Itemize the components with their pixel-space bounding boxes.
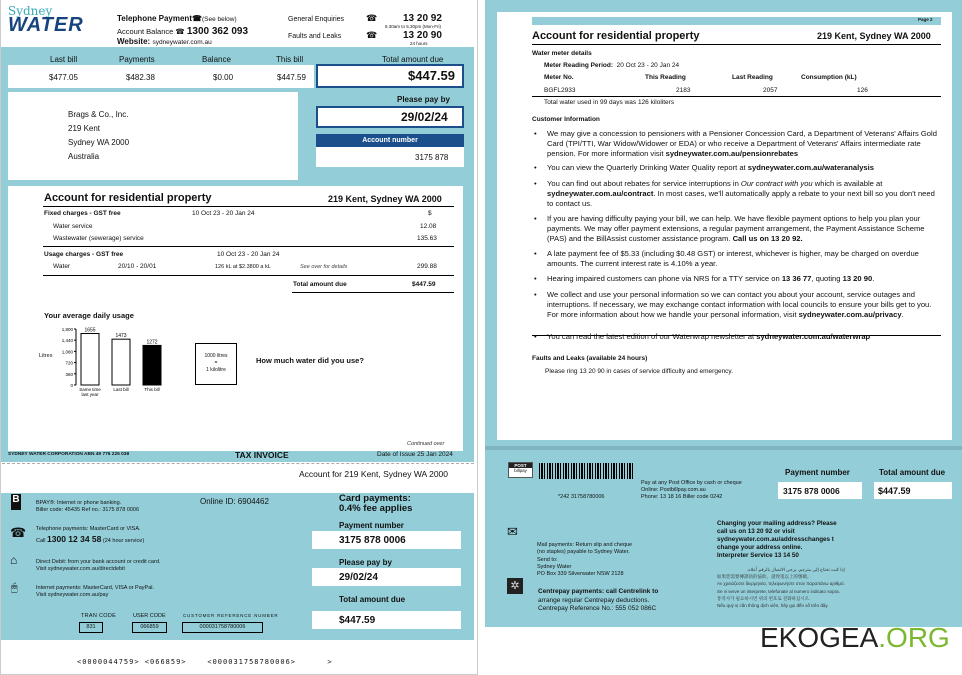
info-bullet: • Hearing impaired customers can phone via NRS for a TTY service on 13 36 77, quoting 13 20 90.	[547, 274, 939, 284]
address-line: Brags & Co., Inc.	[68, 110, 129, 119]
barcode-number: *242 31758780006	[558, 494, 605, 500]
logo-sydney: Sydney	[8, 4, 53, 18]
conversion-line: =	[214, 360, 218, 366]
charge-name: Wastewater (sewerage) service	[53, 235, 144, 242]
usage-amount: 299.88	[417, 263, 437, 270]
envelope-icon: ✉	[507, 524, 518, 539]
general-enquiries-label: General Enquiries	[288, 16, 345, 23]
tel-line1: Telephone payments: MasterCard or VISA.	[36, 526, 141, 532]
category-label: Same time	[79, 387, 101, 392]
last-bill-value: $477.05	[49, 73, 78, 82]
slip-pay-by: 29/02/24	[339, 572, 378, 583]
tax-invoice: TAX INVOICE	[235, 450, 289, 460]
col-total-due: Total amount due	[382, 55, 444, 64]
customer-info-heading: Customer Information	[532, 116, 600, 123]
page2-property: 219 Kent, Sydney WA 2000	[817, 31, 931, 41]
post-payment-number-label: Payment number	[785, 468, 850, 477]
link[interactable]: sydneywater.com.au/waterwrap	[756, 332, 871, 341]
bpay-icon: B	[11, 494, 21, 510]
phone-icon: ☎	[366, 30, 378, 40]
balance-value: $0.00	[213, 73, 234, 82]
payments-value: $482.38	[126, 73, 155, 82]
telephone-icon: ☎	[10, 525, 27, 540]
currency: $	[428, 210, 432, 217]
post-total: $447.59	[878, 486, 911, 496]
charge-amount: 135.63	[417, 235, 437, 242]
tran-code-label: TRAN CODE	[81, 613, 117, 619]
conversion-line: 1000 litres	[204, 353, 228, 359]
col-this-bill: This bill	[276, 55, 304, 64]
telephone-payment-label: Telephone Payment☎(See below)	[117, 14, 237, 23]
tel-line2: Call 1300 12 34 58 (24 hour service)	[36, 534, 145, 544]
tear-line	[2, 463, 474, 464]
usage-rate: 126 kL at $2.3800 a kL	[215, 264, 271, 270]
centrepay-info: Centrepay payments: call Centrelink to arrange regular Centrepay deductions. Centrepay Reference No.: 555 052 086C	[538, 588, 659, 612]
faults-hours: 24 hours	[410, 41, 428, 46]
mouse-icon: 🖱	[11, 582, 18, 594]
post-billpay-logo: POST billpay	[508, 462, 533, 478]
charge-amount: 12.08	[420, 223, 437, 230]
address-line: 219 Kent	[68, 124, 101, 133]
reference-number: 000031758780006	[182, 622, 263, 633]
col-last-bill: Last bill	[50, 55, 78, 64]
fixed-period: 10 Oct 23 - 20 Jan 24	[192, 210, 255, 217]
category-label: last year	[81, 392, 99, 397]
continued-over: Continued over	[407, 441, 445, 447]
abn: SYDNEY WATER CORPORATION ABN 49 776 225 038	[8, 452, 130, 457]
link[interactable]: sydneywater.com.au/contract	[547, 189, 654, 198]
phone-icon: ☎	[191, 14, 202, 23]
usage-note: See over for details	[300, 264, 348, 270]
payment-number-label: Payment number	[339, 521, 404, 530]
info-bullet: • We may give a concession to pensioners with a Pensioner Concession Card, a Department of Veterans' Affairs Gold Card (TPI/TTI, War Widow/Widower or EDA) or who receive a Department of Veterans' Affairs intermediate rate pension. For more information visit sydneywater.com.au/pensionrebates	[547, 129, 939, 159]
charge-name: Water service	[53, 223, 93, 230]
y-tick-label: 360	[65, 371, 73, 377]
info-bullet: • If you are having difficulty paying your bill, we can help. We have flexible payment options to help you plan your payments. We may offer payment extensions, a regular payment arrangement, the Payment Assistance Scheme (PAS) and the BillAssist customer assistance program. Call us on 13 20 92.	[547, 214, 939, 244]
address-line: Australia	[68, 152, 100, 161]
meter-cell: BGFL2933	[544, 87, 576, 94]
faults-text: Please ring 13 20 90 in cases of service difficulty and emergency.	[545, 368, 734, 375]
post-pay-info: Pay at any Post Office by cash or cheque Online: Postbillpay.com.au Phone: 13 18 16 Biller code 0242	[641, 480, 742, 500]
meter-col: Meter No.	[544, 74, 574, 81]
conversion-line: 1 kilolitre	[206, 367, 226, 373]
faults-leaks-label: Faults and Leaks	[288, 33, 342, 40]
general-hours: 8.30am to 5.30pm (Mon-Fri)	[385, 24, 442, 29]
usage-chart	[40, 320, 170, 405]
general-phone: 13 20 92	[403, 13, 442, 24]
col-balance: Balance	[202, 55, 231, 64]
this-bill-value: $447.59	[277, 73, 306, 82]
info-bullet: • You can view the Quarterly Drinking Water Quality report at sydneywater.com.au/wateranalysis	[547, 163, 939, 173]
info-bullet: • We collect and use your personal information so we can contact you about your account, service outages and interruptions. If necessary, we may exchange contact information with local councils to ensure your bills get to you. For more information about how we handle your personal information, visit sydneywater.com.au/privacy.	[547, 290, 939, 320]
fixed-charges-label: Fixed charges - GST free	[44, 210, 121, 217]
how-much-heading: How much water did you use?	[256, 356, 364, 365]
pay-by-label: Please pay by	[397, 95, 450, 104]
col-payments: Payments	[119, 55, 155, 64]
sydney-water-logo	[8, 4, 84, 37]
account-number-value: 3175 878	[415, 153, 449, 162]
post-payment-number: 3175 878 0006	[783, 486, 840, 496]
link[interactable]: sydneywater.com.au/pensionrebates	[665, 149, 799, 158]
y-tick-label: 720	[65, 360, 73, 366]
info-bullet: • You can read the latest edition of our Waterwrap newsletter at sydneywater.com.au/waterwrap	[547, 332, 939, 342]
slip-pay-by-label: Please pay by	[339, 558, 392, 567]
link[interactable]: sydneywater.com.au/wateranalysis	[747, 163, 874, 172]
account-title: Account for residential property	[44, 192, 212, 204]
logo-water: WATER	[8, 14, 84, 36]
y-tick-label: 1,440	[61, 338, 73, 344]
meter-col: Last Reading	[732, 74, 773, 81]
meter-cell: 126	[857, 87, 868, 94]
total-label: Total amount due	[293, 281, 347, 288]
online-id: Online ID: 6904462	[200, 497, 269, 506]
phone-icon: ☎	[175, 27, 185, 36]
slip-total-box	[312, 611, 461, 629]
direct-debit-icon: ⌂	[10, 553, 18, 567]
phone-icon: ☎	[366, 13, 378, 23]
info-bullet: • A late payment fee of $5.33 (including $0.48 GST) or interest, whichever is higher, may be charged on overdue amounts. The current interest rate is 4.10% a year.	[547, 249, 939, 269]
centrepay-icon: ✲	[507, 578, 523, 594]
user-code: 066859	[132, 622, 167, 633]
slip-pay-by-box	[312, 568, 461, 586]
bar	[143, 345, 161, 385]
interpreter-languages: إذا كنت تحتاج إلى مترجم، يرجى الاتصال بالرقم أعلاه. 如果您需要傳譯員的協助，請致電以上的號碼。 Αν χρειάζεστε διερμηνέα, τηλεφωνήστε στον παραπάνω αριθμό. Se vi serve un interprete, telefonate al numero indicato sopra. 통역사가 필요하시면 위의 번호로 전화하십시오. Nếu quý vị cần thông dịch viên, hãy gọi đến số trên đây.	[717, 567, 845, 609]
total-value: $447.59	[412, 281, 436, 288]
meter-col: Consumption (kL)	[801, 74, 857, 81]
meter-heading: Water meter details	[532, 50, 592, 57]
slip-total: $447.59	[339, 615, 376, 626]
meter-period: Meter Reading Period: 20 Oct 23 - 20 Jan 24	[544, 62, 680, 69]
info-bullet: • You can find out about rebates for service interruptions in Our contract with you which is available at sydneywater.com.au/contract. In most cases, we'll automatically apply a rebate to your next bill so you don't need to contact us.	[547, 179, 939, 209]
address-line: Sydney WA 2000	[68, 138, 130, 147]
total-due-value: $447.59	[408, 68, 455, 83]
address-change: Changing your mailing address? Please call us on 13 20 92 or visit sydneywater.com.au/addresschanges t change your address online. Interpreter Service 13 14 50	[717, 520, 837, 559]
bar-value-label: 1655	[84, 327, 96, 334]
watermark: EKOGEA.ORG	[760, 622, 950, 653]
user-code-label: USER CODE	[133, 613, 166, 619]
y-tick-label: 1,080	[61, 349, 73, 355]
barcode	[539, 463, 634, 479]
meter-col: This Reading	[645, 74, 686, 81]
pay-by-date: 29/02/24	[401, 110, 448, 124]
post-total-label: Total amount due	[879, 468, 946, 477]
payment-number: 3175 878 0006	[339, 535, 406, 546]
usage-charges-label: Usage charges - GST free	[44, 251, 124, 258]
direct-debit-info: Direct Debit: from your bank account or credit card. Visit sydneywater.com.au/directdebit	[36, 559, 161, 572]
bar	[112, 339, 130, 385]
chart-ylabel: Litres	[39, 353, 53, 359]
usage-period: 10 Oct 23 - 20 Jan 24	[217, 251, 280, 258]
faults-heading: Faults and Leaks (available 24 hours)	[532, 355, 648, 362]
faults-phone: 13 20 90	[403, 30, 442, 41]
bpay-info: BPAY®: Internet or phone banking. Biller code: 45435 Ref no.: 3175 878 0006	[36, 500, 140, 513]
slip-account-for: Account for 219 Kent, Sydney WA 2000	[299, 469, 448, 479]
category-label: Last bill	[113, 387, 129, 392]
internet-payment-info: Internet payments: MasterCard, VISA or PayPal. Visit sydneywater.com.au/pay	[36, 585, 154, 598]
conversion-box	[195, 343, 237, 385]
website: Website: sydneywater.com.au	[117, 37, 212, 46]
tran-code: 831	[79, 622, 103, 633]
account-number-label: Account number	[316, 134, 464, 147]
meter-cell: 2183	[676, 87, 691, 94]
card-fee: Card payments: 0.4% fee applies	[339, 493, 413, 514]
issue-date: Date of Issue 25 Jan 2024	[377, 451, 453, 458]
link[interactable]: sydneywater.com.au/privacy	[798, 310, 902, 319]
page2-title: Account for residential property	[532, 30, 700, 42]
usage-dates: 20/10 - 20/01	[118, 263, 157, 270]
slip-total-label: Total amount due	[339, 595, 406, 604]
account-balance: Account Balance ☎ 1300 362 093	[117, 26, 248, 37]
mail-payments: Mail payments: Return slip and cheque (no staples) payable to Sydney Water. Send to: Sydney Water PO Box 339 Silverwater NSW 2128	[537, 542, 633, 578]
bar-value-label: 1272	[146, 339, 158, 346]
category-label: This bill	[144, 387, 160, 392]
meter-cell: 2057	[763, 87, 778, 94]
account-property: 219 Kent, Sydney WA 2000	[328, 194, 442, 204]
page-number: Page 2	[918, 17, 933, 22]
bar	[81, 334, 99, 385]
y-tick-label: 1,800	[61, 327, 73, 332]
reference-label: CUSTOMER REFERENCE NUMBER	[183, 613, 279, 618]
y-tick-label: 0	[70, 383, 73, 388]
micr-line: <0000044759> <066859> <000031758780006> >	[77, 658, 333, 666]
usage-name: Water	[53, 263, 71, 270]
chart-title: Your average daily usage	[44, 311, 134, 320]
bar-value-label: 1473	[115, 333, 127, 340]
address-box	[8, 92, 298, 180]
total-water-used: Total water used in 99 days was 126 kiloliters	[544, 99, 675, 106]
